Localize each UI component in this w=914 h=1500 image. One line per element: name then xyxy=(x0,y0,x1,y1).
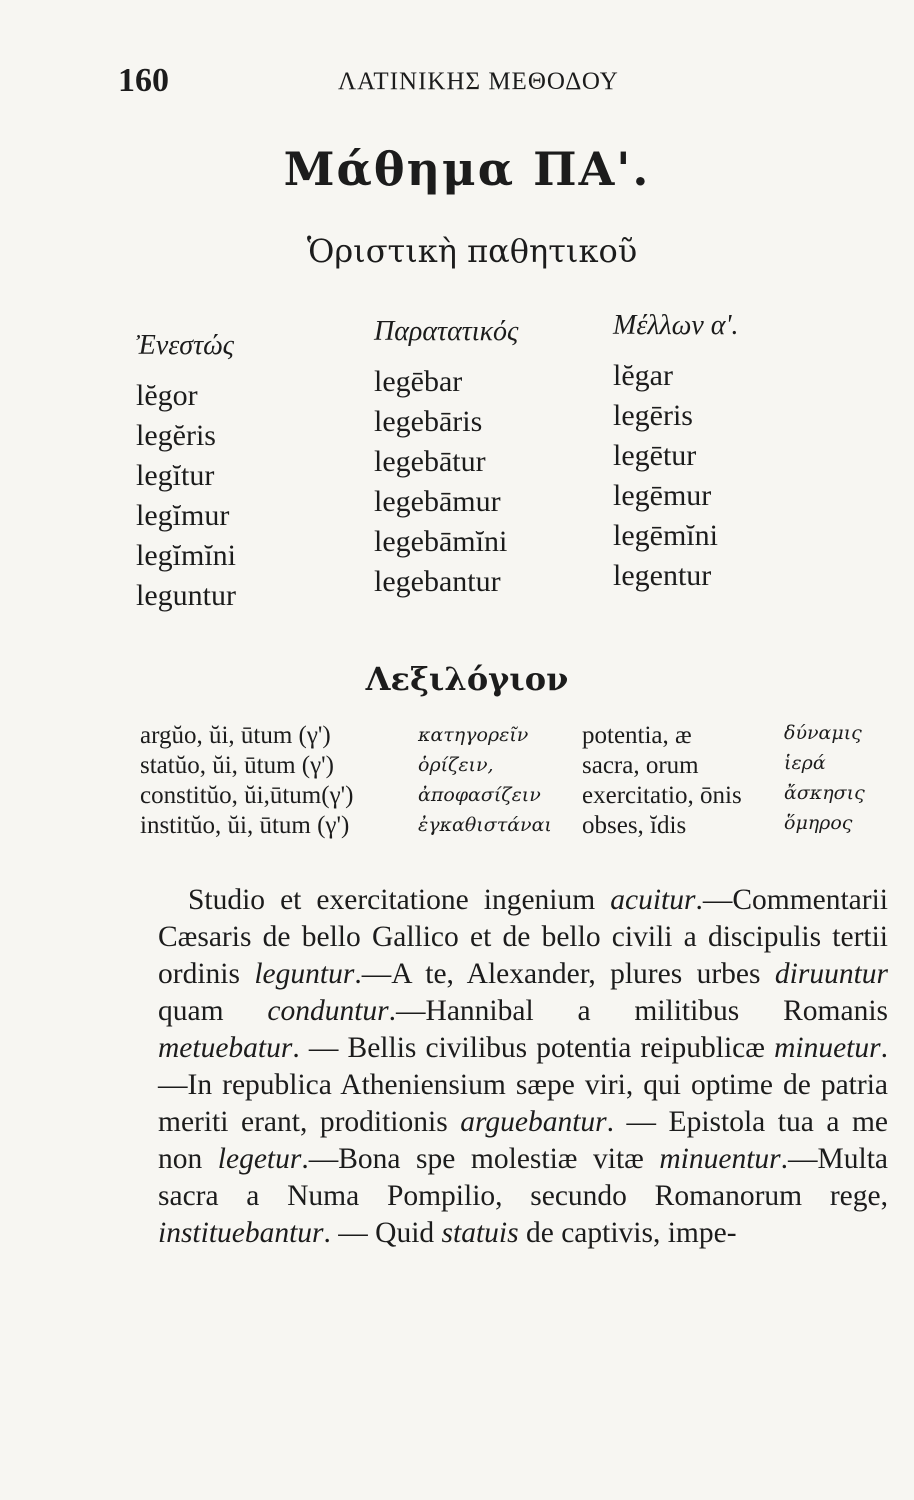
page-number: 160 xyxy=(118,62,169,99)
imperfect-form: legebātur xyxy=(374,445,486,478)
exercise-text xyxy=(158,882,888,1252)
present-form: legĕris xyxy=(136,419,216,452)
latin-verb: argŭo, ŭi, ūtum (γ') xyxy=(140,722,331,749)
latin-verb: institŭo, ŭi, ūtum (γ') xyxy=(140,812,350,839)
latin-noun: obses, ĭdis xyxy=(582,812,687,839)
sentence-text: .—A te, Alexander, plures urbes xyxy=(354,958,775,990)
italic-verb: minuetur xyxy=(774,1032,881,1064)
greek-gloss: ἱερά xyxy=(784,752,826,774)
vocabulary-row xyxy=(140,782,880,812)
vocabulary-row xyxy=(140,722,880,752)
running-head: ΛΑΤΙΝΙΚΗΣ ΜΕΘΟΔΟΥ xyxy=(338,68,619,95)
future-form: legētur xyxy=(613,439,697,472)
sentence-text: .—Hannibal a militibus Romanis xyxy=(388,995,888,1027)
vocabulary-title: Λεξιλόγιον xyxy=(365,660,569,698)
greek-gloss: ἀποφασίζειν xyxy=(418,784,541,806)
italic-verb: metuebatur xyxy=(158,1032,293,1064)
italic-verb: minuentur xyxy=(659,1143,781,1175)
sentence-text: .—In republica Atheniensium sæpe viri, qui optime de patria meriti erant, proditionis xyxy=(158,1032,888,1138)
greek-gloss: ἐγκαθιστάναι xyxy=(418,814,552,836)
imperfect-form: legebāmur xyxy=(374,485,501,518)
greek-gloss: δύναμις xyxy=(784,722,862,744)
italic-verb: arguebantur xyxy=(460,1106,607,1138)
italic-verb: statuis xyxy=(441,1217,519,1249)
present-column xyxy=(136,330,236,616)
exercise-paragraph xyxy=(158,882,888,1252)
imperfect-heading: Παρατατικός xyxy=(374,316,519,347)
present-form: legĭmur xyxy=(136,499,230,532)
imperfect-form: legebantur xyxy=(374,565,501,598)
sentence-text: de captivis, impe- xyxy=(518,1217,737,1249)
present-form: legĭmĭni xyxy=(136,539,236,572)
greek-gloss: κατηγορεῖν xyxy=(418,724,529,746)
present-form: leguntur xyxy=(136,579,236,612)
sentence-text: . — Bellis civilibus potentia reipublicæ xyxy=(292,1032,775,1064)
greek-gloss: ἄσκησις xyxy=(784,782,865,804)
future-form: legēmĭni xyxy=(613,519,718,552)
future-form: legentur xyxy=(613,559,712,592)
imperfect-form: legebāris xyxy=(374,405,483,438)
lesson-title: Μάθημα ΠΑ'. xyxy=(283,142,651,196)
page-header xyxy=(118,62,808,112)
future-column xyxy=(613,310,739,596)
vocabulary-list xyxy=(140,722,880,842)
italic-verb: legetur xyxy=(217,1143,302,1175)
conjugation-table xyxy=(118,310,818,626)
italic-verb: acuitur xyxy=(610,884,696,916)
greek-gloss: ὁρίζειν, xyxy=(418,754,494,776)
italic-verb: conduntur xyxy=(267,995,389,1027)
greek-gloss: ὅμηρος xyxy=(784,812,853,834)
sentence-text: . — Quid xyxy=(323,1217,442,1249)
future-form: legēmur xyxy=(613,479,712,512)
present-form: lĕgor xyxy=(136,379,198,412)
imperfect-form: legēbar xyxy=(374,365,463,398)
present-heading: Ἐνεστώς xyxy=(136,330,235,361)
future-heading: Μέλλων α'. xyxy=(613,310,739,341)
sentence-text: .—Bona spe molestiæ vitæ xyxy=(301,1143,660,1175)
present-form: legĭtur xyxy=(136,459,215,492)
sentence-text: . — Epistola tua a me non xyxy=(158,1106,889,1175)
sentence-text: quam xyxy=(158,995,268,1027)
sentence-text: Studio et exercitatione ingenium xyxy=(188,884,611,916)
imperfect-column xyxy=(374,316,518,602)
future-form: legēris xyxy=(613,399,693,432)
italic-verb: leguntur xyxy=(254,958,355,990)
latin-verb: constitŭo, ŭi,ūtum(γ') xyxy=(140,782,354,809)
italic-verb: instituebantur xyxy=(158,1217,324,1249)
imperfect-form: legebāmĭni xyxy=(374,525,508,558)
sentence-text: .—Multa sacra a Numa Pompilio, secundo Romanorum rege, xyxy=(158,1143,888,1212)
latin-noun: exercitatio, ōnis xyxy=(582,782,742,809)
latin-noun: potentia, æ xyxy=(582,722,692,749)
italic-verb: diruuntur xyxy=(774,958,888,990)
future-form: lĕgar xyxy=(613,359,673,392)
sentence-text: .—Commentarii Cæsaris de bello Gallico et de bello civili a discipulis tertii ordinis xyxy=(158,884,888,990)
vocabulary-row xyxy=(140,752,880,782)
lesson-subtitle: Ὁριστικὴ παθητικοῦ xyxy=(306,232,638,270)
vocabulary-row xyxy=(140,812,880,842)
latin-noun: sacra, orum xyxy=(582,752,699,779)
latin-verb: statŭo, ŭi, ūtum (γ') xyxy=(140,752,335,779)
